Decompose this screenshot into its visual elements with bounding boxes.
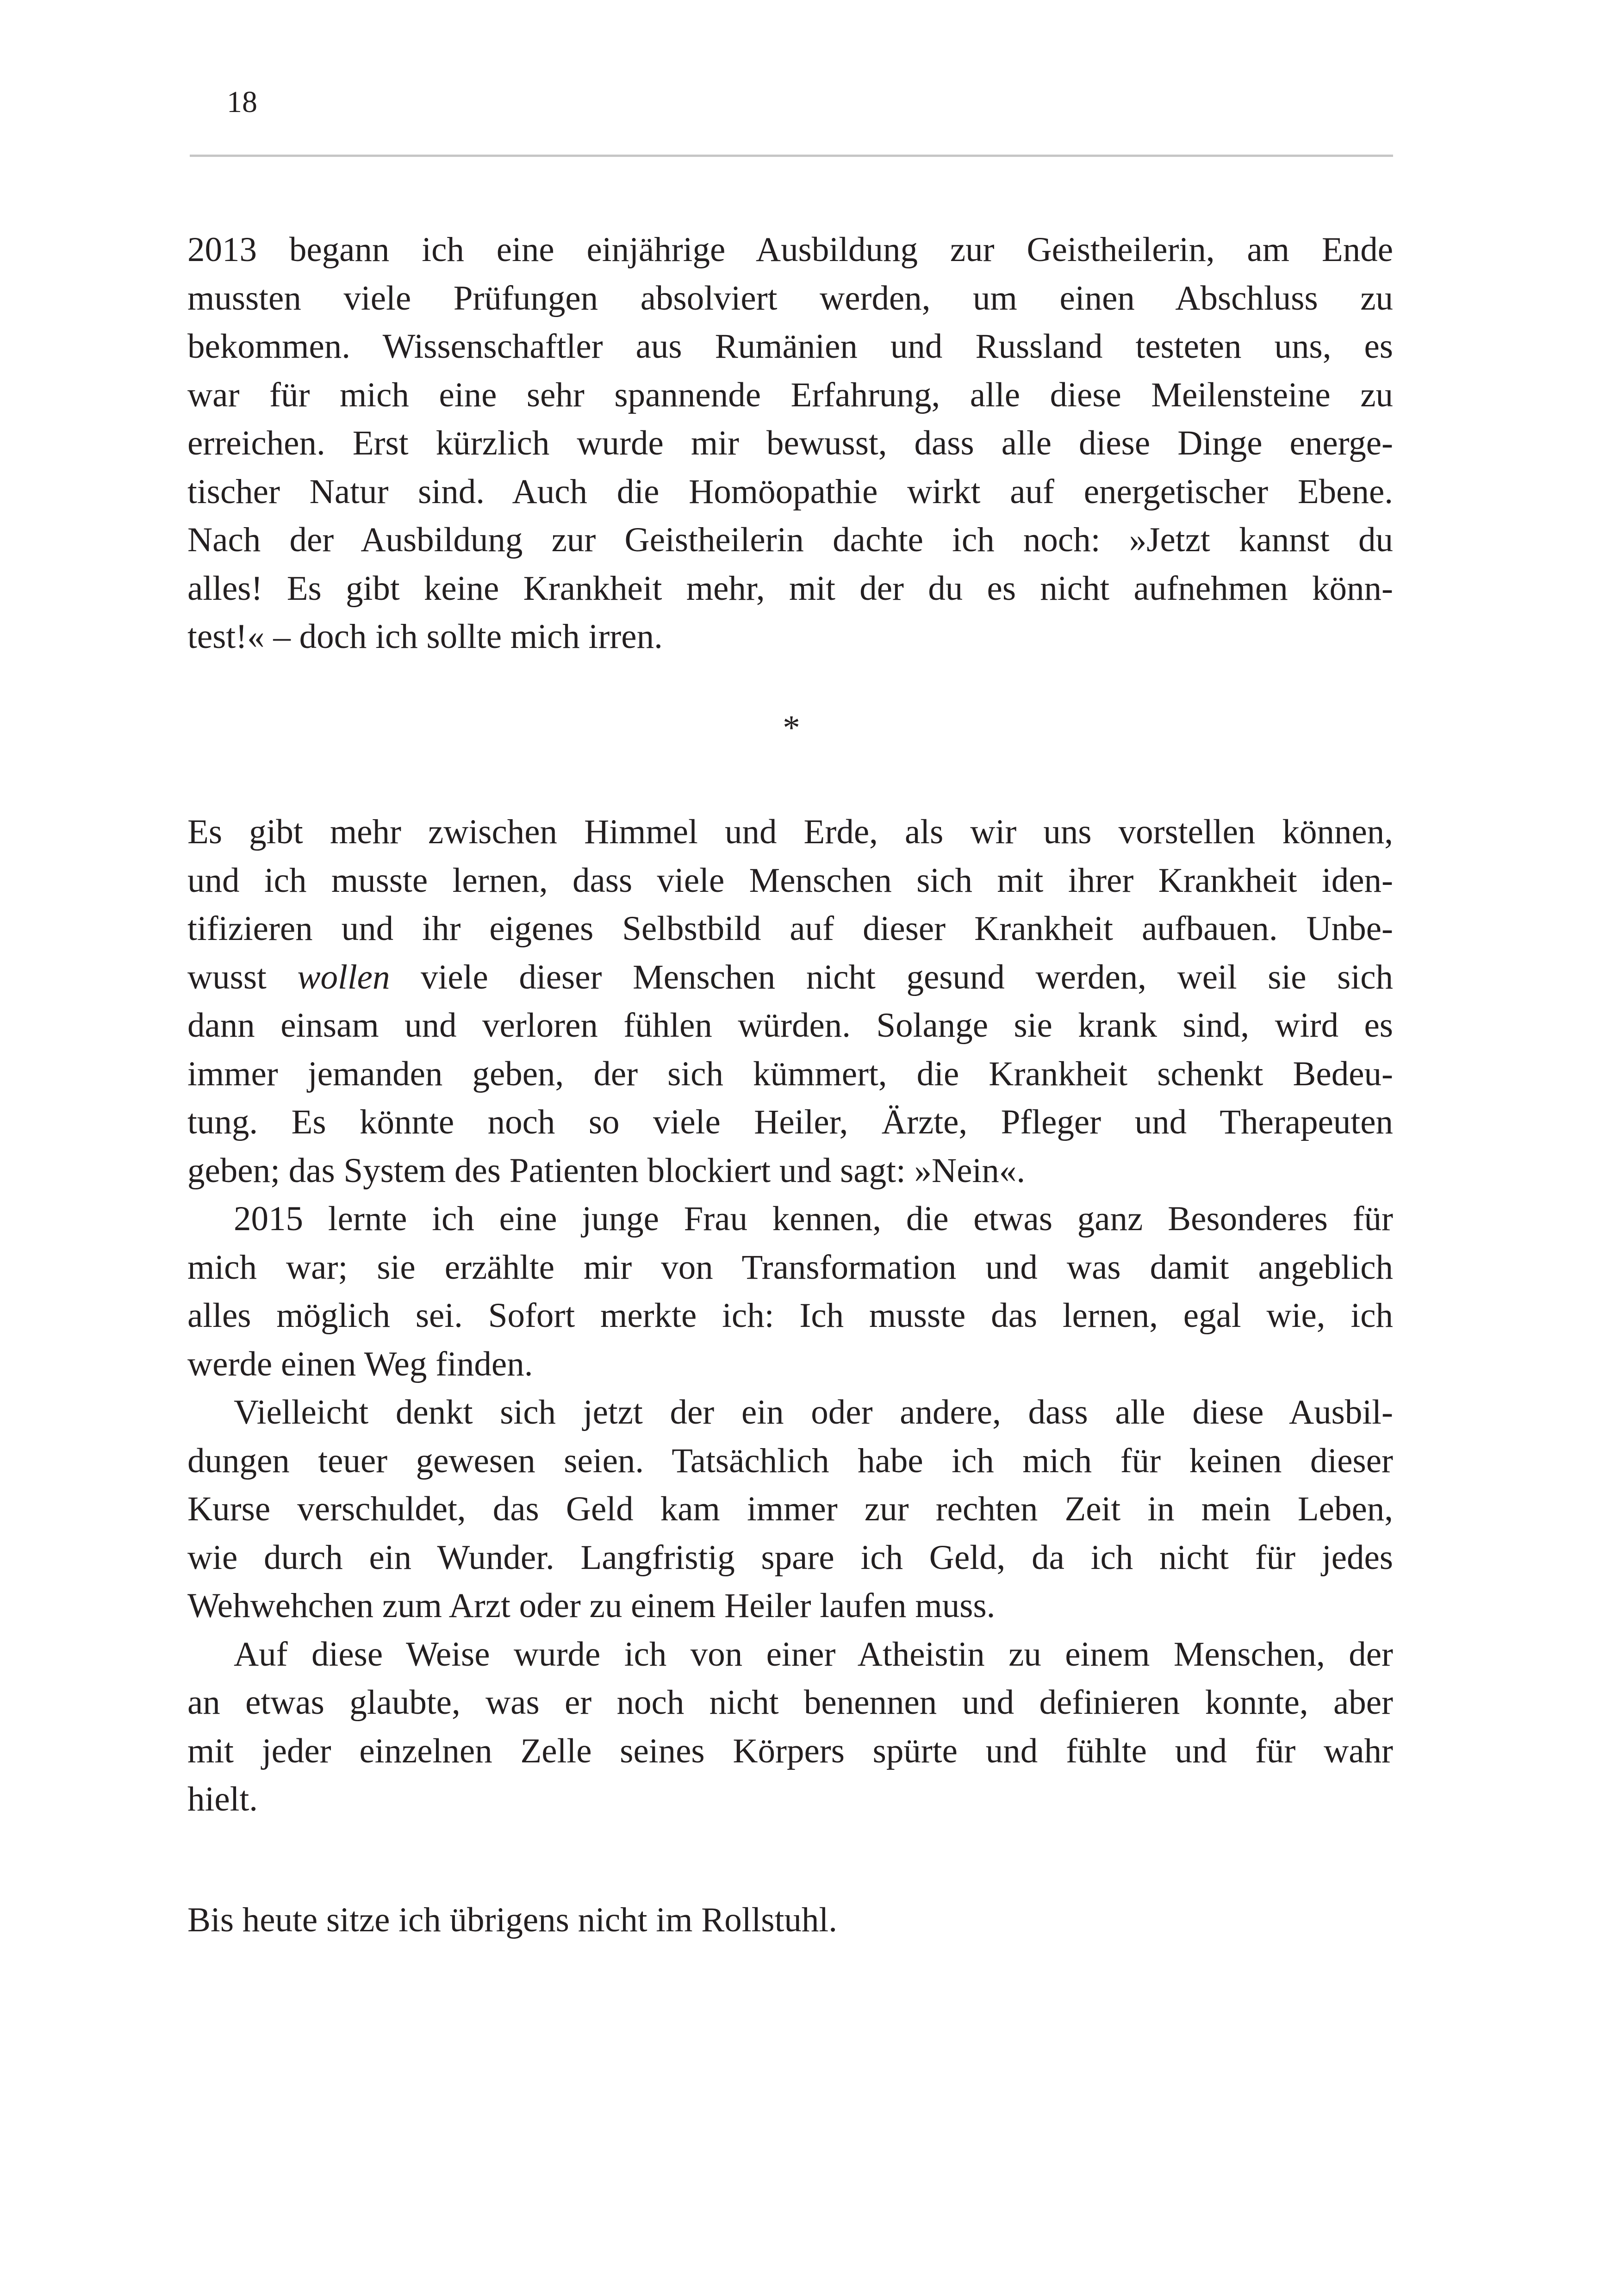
text-line: Auf diese Weise wurde ich von einer Atheistin zu einem Menschen, der [234,1635,1393,1674]
header-rule [190,155,1393,157]
text-line: mich war; sie erzählte mir von Transformation und was damit angeblich [187,1248,1393,1287]
text-line: alles! Es gibt keine Krankheit mehr, mit der du es nicht aufnehmen könn- [187,569,1393,608]
text-line: mit jeder einzelnen Zelle seines Körpers spürte und fühlte und für wahr [187,1731,1393,1770]
text-line: tung. Es könnte noch so viele Heiler, Ärzte, Pfleger und Therapeuten [187,1103,1393,1141]
text-line: Nach der Ausbildung zur Geistheilerin dachte ich noch: »Jetzt kannst du [187,521,1393,559]
text-run: wusst [187,958,298,996]
text-line: test!« – doch ich sollte mich irren. [187,617,663,656]
text-line: und ich musste lernen, dass viele Menschen sich mit ihrer Krankheit iden- [187,861,1393,900]
text-line: alles möglich sei. Sofort merkte ich: Ich musste das lernen, egal wie, ich [187,1296,1393,1335]
text-line: war für mich eine sehr spannende Erfahrung, alle diese Meilensteine zu [187,375,1393,414]
text-line: Bis heute sitze ich übrigens nicht im Rollstuhl. [187,1901,838,1939]
text-line: an etwas glaubte, was er noch nicht benennen und definieren konnte, aber [187,1683,1393,1722]
text-line: dungen teuer gewesen seien. Tatsächlich habe ich mich für keinen dieser [187,1441,1393,1480]
text-line: dann einsam und verloren fühlen würden. Solange sie krank sind, wird es [187,1006,1393,1045]
paragraph-training [187,226,1393,661]
text-line: Es gibt mehr zwischen Himmel und Erde, als wir uns vorstellen können, [187,813,1393,851]
text-line: werde einen Weg finden. [187,1344,533,1383]
text-line: 2015 lernte ich eine junge Frau kennen, die etwas ganz Besonderes für [234,1200,1393,1238]
text-line: erreichen. Erst kürzlich wurde mir bewusst, dass alle diese Dinge energe- [187,424,1393,462]
text-run: viele dieser Menschen nicht gesund werden, weil sie sich [390,958,1393,996]
text-line: tischer Natur sind. Auch die Homöopathie wirkt auf energetischer Ebene. [187,472,1393,511]
section-separator: * [783,709,800,747]
text-line [187,953,1393,1002]
paragraph-body [187,808,1393,1824]
text-line: bekommen. Wissenschaftler aus Rumänien und Russland testeten uns, es [187,327,1393,366]
text-line: Kurse verschuldet, das Geld kam immer zur rechten Zeit in mein Leben, [187,1490,1393,1528]
text-line: immer jemanden geben, der sich kümmert, die Krankheit schenkt Bedeu- [187,1054,1393,1093]
text-line: tifizieren und ihr eigenes Selbstbild auf dieser Krankheit aufbauen. Unbe- [187,909,1393,948]
text-line: Wehwehchen zum Arzt oder zu einem Heiler laufen muss. [187,1587,996,1625]
text-line: wie durch ein Wunder. Langfristig spare ich Geld, da ich nicht für jedes [187,1538,1393,1577]
page-number: 18 [227,85,257,119]
text-line: mussten viele Prüfungen absolviert werden, um einen Abschluss zu [187,279,1393,317]
text-line: hielt. [187,1780,258,1818]
paragraph-closing [187,1896,1393,1945]
emphasis-text: wollen [297,958,390,996]
text-line: geben; das System des Patienten blockiert und sagt: »Nein«. [187,1151,1026,1190]
text-line: 2013 begann ich eine einjährige Ausbildung zur Geistheilerin, am Ende [187,230,1393,269]
text-line: Vielleicht denkt sich jetzt der ein oder andere, dass alle diese Ausbil- [234,1393,1393,1431]
